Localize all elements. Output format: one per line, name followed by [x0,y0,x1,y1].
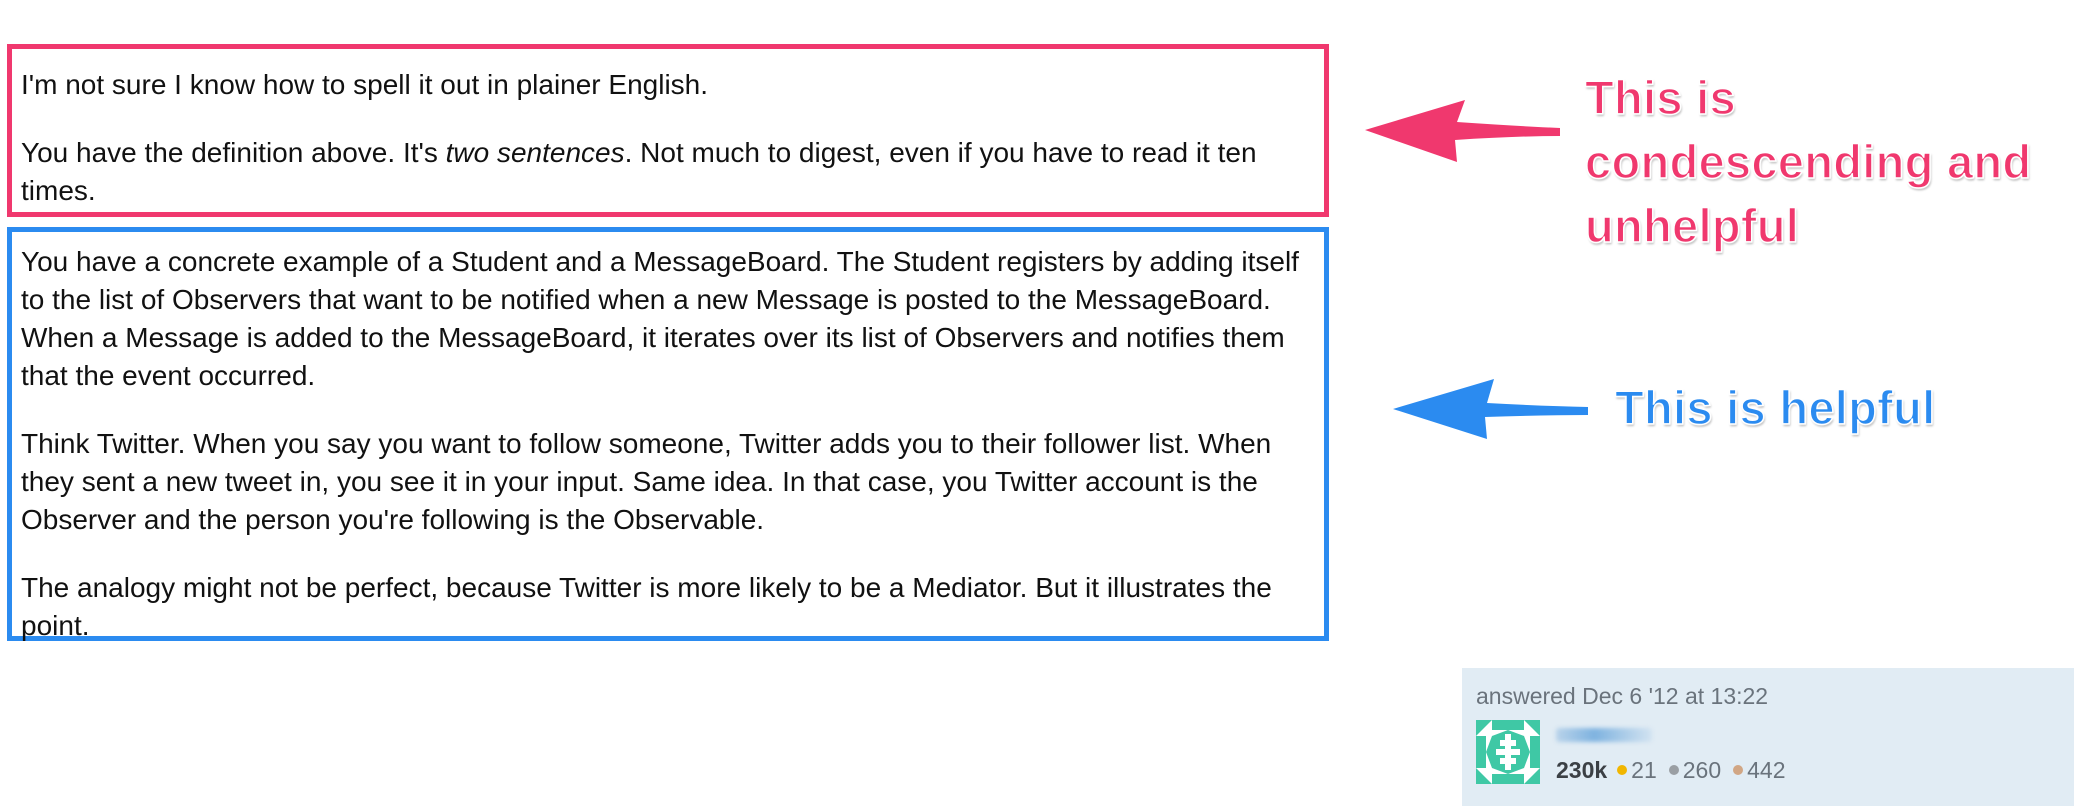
user-card [1462,668,2074,806]
pink-arrow-icon [1365,96,1565,186]
helpful-paragraph-1: You have a concrete example of a Student and a MessageBoard. The Student registers by adding itself to the list of Observers that want to be notified when a new Message is posted to the MessageBoard. When a Message is added to the MessageBoard, it iterates over its list of Observers and notifies them that the event occurred. [21,246,1299,391]
reputation-line [1556,756,1796,784]
user-info-row [1476,720,2060,786]
condescending-answer-box [7,44,1329,217]
bronze-badge-icon [1733,765,1743,775]
username-link-blurred[interactable] [1556,728,1652,742]
condescending-paragraph-2-end: . Not much to digest, even if you have to read it ten times. [21,137,1257,206]
gold-badge-icon [1617,765,1627,775]
reputation-score: 230k [1556,757,1608,783]
blue-arrow-icon [1393,377,1593,467]
condescending-paragraph-1: I'm not sure I know how to spell it out in plainer English. [21,69,709,100]
helpful-paragraph-2: Think Twitter. When you say you want to follow someone, Twitter adds you to their follower list. When they sent a new tweet in, you see it in your input. Same idea. In that case, you Twitter account is the Observer and the person you're following is the Observable. [21,428,1272,535]
silver-badge-icon [1669,765,1679,775]
condescending-annotation: This is condescending and unhelpful [1585,71,2032,252]
avatar[interactable] [1476,720,1540,784]
helpful-paragraph-3: The analogy might not be perfect, because Twitter is more likely to be a Mediator. But it illustrates the point. [21,572,1272,641]
gold-badge-count: 21 [1631,757,1657,783]
condescending-paragraph-2 [21,134,1315,210]
bronze-badge-count: 442 [1747,757,1786,783]
answered-timestamp: answered Dec 6 '12 at 13:22 [1476,683,1769,709]
helpful-answer-box [7,227,1329,641]
condescending-paragraph-2-start: You have the definition above. It's [21,137,446,168]
condescending-paragraph-2-emphasis: two sentences [445,137,625,168]
silver-badge-count: 260 [1682,757,1722,783]
helpful-annotation: This is helpful [1615,381,1936,434]
